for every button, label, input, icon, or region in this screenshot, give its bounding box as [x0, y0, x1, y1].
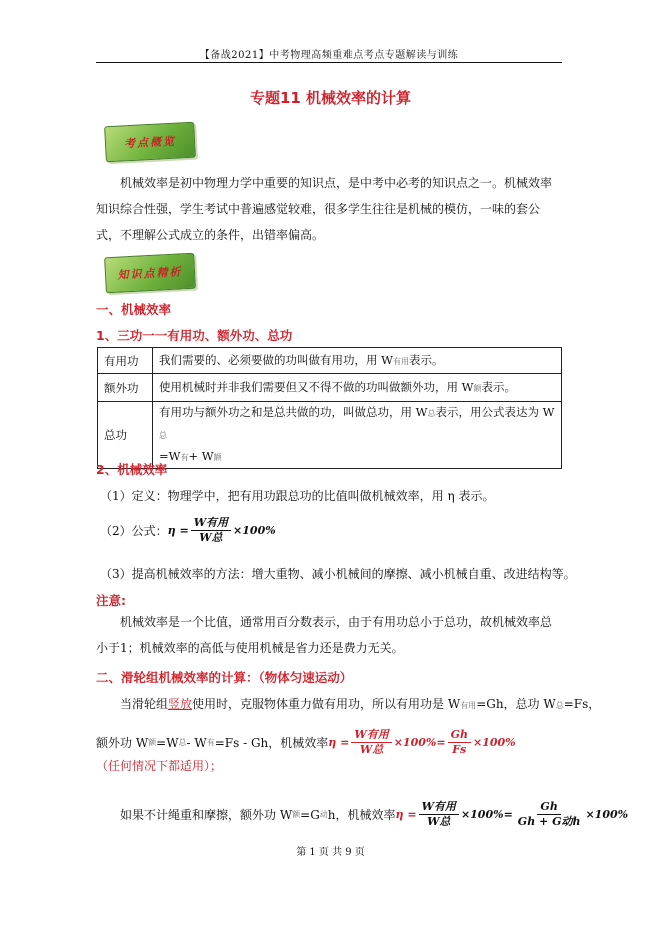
desc-cell: 有用功与额外功之和是总共做的功，叫做总功，用 W总表示，用公式表达为 W总 =W有+ W额 — [153, 402, 562, 469]
page-title: 专题11 机械效率的计算 — [249, 89, 412, 107]
page-footer: 第 1 页 共 9 页 — [296, 847, 365, 858]
table-row — [98, 348, 562, 374]
section-heading-1: 一、机械效率 — [96, 302, 172, 317]
badge-analysis-label: 知识点精析 — [117, 265, 183, 282]
eta-symbol: η = — [167, 524, 189, 537]
badge-analysis — [104, 253, 196, 294]
pulley-paragraph-line-2: 额外功 W 额 =W 总 - W 有 =Fs - Gh，机械效率 η = $\frac{\text{W有用}}{\text{W总}}$ ×100%= $\frac{Gh}{Fs}$ ×100% （任何情况下都适用）； — [96, 728, 516, 773]
term-cell: 有用功 — [98, 348, 153, 374]
header-rule — [96, 62, 562, 63]
formula-line: （2）公式： η = $\frac{\text{W有用}}{\text{W总}}$ ×100% — [100, 516, 276, 544]
page-header: 【备战2021】中考物理高频重难点考点专题解读与训练 — [199, 50, 459, 61]
definition-line: （1）定义：物理学中，把有用功跟总功的比值叫做机械效率，用 η 表示。 — [100, 489, 495, 503]
definitions-table — [97, 347, 562, 469]
desc-cell: 我们需要的、必须要做的功叫做有用功，用 W有用表示。 — [153, 348, 562, 374]
subheading-three-works: 1、三功一一有用功、额外功、总功 — [96, 328, 293, 343]
note-paragraph: 机械效率是一个比值，通常用百分数表示，由于有用功总小于总功，故机械效率总小于1；机械效率的高低与使用机械是省力还是费力无关。 — [96, 615, 553, 655]
table-row — [98, 402, 562, 469]
section-heading-2: 二、滑轮组机械效率的计算：（物体匀速运动） — [96, 670, 353, 685]
term-cell: 总功 — [98, 402, 153, 469]
efficiency-fraction: $\frac{\text{W有用}}{\text{W总}}$ — [191, 516, 231, 545]
intro-paragraph: 机械效率是初中物理力学中重要的知识点，是中考中必考的知识点之一。机械效率知识综合性强，学生考试中普遍感觉较难，很多学生往往是机械的模仿，一味的套公式，不理解公式成立的条件，出错率偏高。 — [96, 176, 553, 242]
pulley-paragraph-line-1: 当滑轮组竖放使用时，克服物体重力做有用功，所以有用功是 W有用=Gh，总功 W总=Fs， — [120, 697, 601, 711]
badge-overview — [104, 122, 196, 163]
badge-overview-label: 考点概览 — [123, 134, 177, 151]
term-cell: 额外功 — [98, 374, 153, 402]
note-label: 注意: — [96, 593, 126, 608]
subheading-efficiency: 2、机械效率 — [96, 462, 168, 477]
desc-cell: 使用机械时并非我们需要但又不得不做的功叫做额外功，用 W额表示。 — [153, 374, 562, 402]
improve-methods-line: （3）提高机械效率的方法：增大重物、减小机械间的摩擦、减小机械自重、改进结构等。 — [100, 567, 576, 581]
table-row — [98, 374, 562, 402]
pulley-paragraph-line-3: 如果不计绳重和摩擦，额外功 W 额 =G 动 h，机械效率 η = $\frac{\text{W有用}}{\text{W总}}$ ×100%= $\frac{Gh}{\text{Gh + G动h}}$ ×100% — [120, 800, 629, 828]
